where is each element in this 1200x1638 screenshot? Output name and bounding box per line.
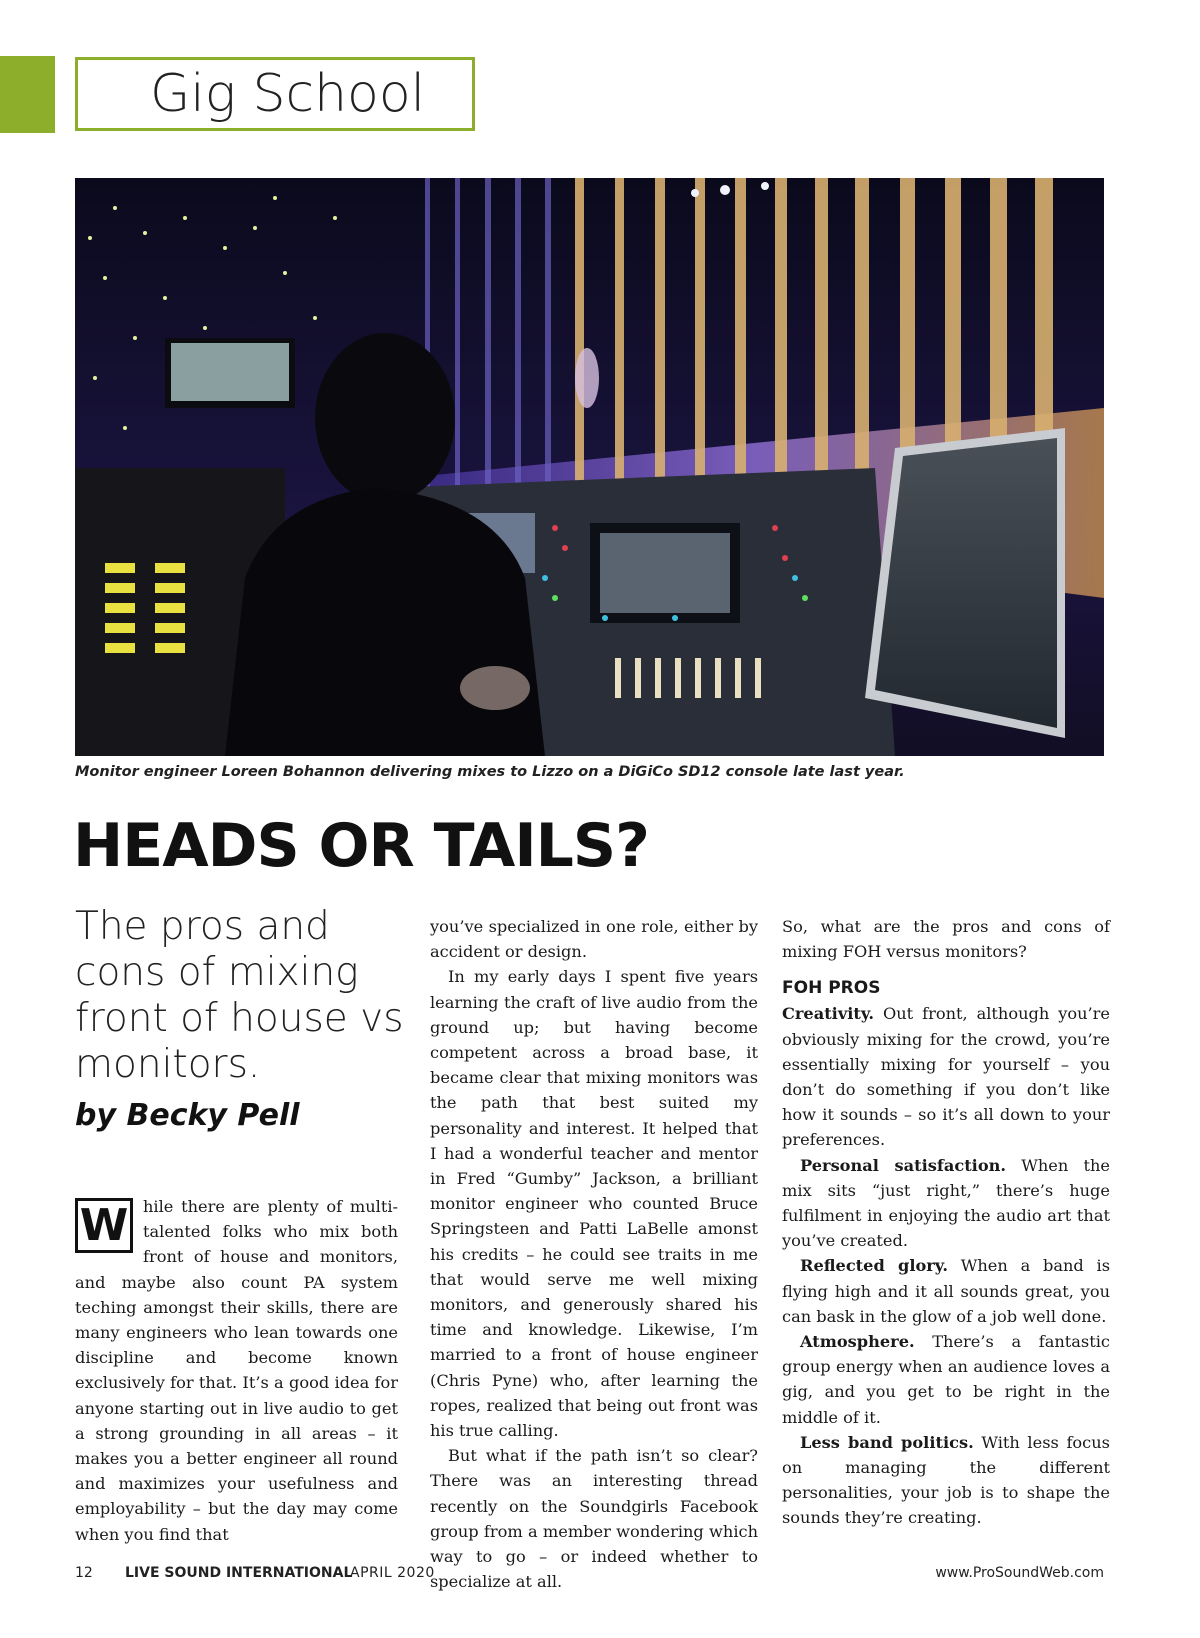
- photo-caption: Monitor engineer Loreen Bohannon delivering mixes to Lizzo on a DiGiCo SD12 console late last year.: [75, 764, 905, 780]
- page-number: 12: [75, 1565, 93, 1581]
- point-paragraph: [782, 1430, 1110, 1531]
- point-paragraph: [782, 1253, 1110, 1329]
- section-label: Gig School: [75, 57, 475, 131]
- point-paragraph: [782, 1001, 1110, 1152]
- point-lead: Reflected glory.: [800, 1256, 948, 1276]
- column-1-text: hile there are plenty of multi-talented folks who mix both front of house and monitors, and maybe also count PA system teching amongst their skills, there are many engineers who lean towards one discipline and become known exclusively for that. It’s a good idea for anyone starting out in live audio to get a strong grounding in all areas – it makes you a better engineer all round and maximizes your usefulness and employability – but the day may come when you find that: [75, 1197, 398, 1544]
- article-column-1: [75, 1194, 398, 1547]
- concert-console-photo: [75, 178, 1104, 756]
- article-deck: The pros and cons of mixing front of house vs monitors.: [75, 904, 404, 1087]
- article-column-3: [782, 914, 1110, 1531]
- magazine-name: LIVE SOUND INTERNATIONAL: [125, 1565, 353, 1581]
- paragraph: So, what are the pros and cons of mixing FOH versus monitors?: [782, 917, 1110, 962]
- point-lead: Less band politics.: [800, 1432, 974, 1452]
- article-headline: HEADS OR TAILS?: [73, 811, 649, 881]
- drop-cap: W: [75, 1198, 133, 1253]
- point-text: There’s a fantastic group energy when an audience loves a gig, and you get to be right in the middle of it.: [782, 1332, 1110, 1427]
- point-text: With less focus on managing the different personalities, your job is to shape the sounds they’re creating.: [782, 1432, 1110, 1528]
- article-byline: by Becky Pell: [75, 1098, 300, 1133]
- subhead-foh-pros: FOH PROS: [782, 978, 881, 999]
- article-photo: [75, 178, 1104, 756]
- point-paragraph: [782, 1329, 1110, 1430]
- point-text: When the mix sits “just right,” there’s huge fulfilment in enjoying the audio art that you’ve created.: [782, 1155, 1111, 1251]
- point-lead: Atmosphere.: [800, 1332, 915, 1352]
- point-paragraph: [782, 1153, 1110, 1254]
- paragraph: you’ve specialized in one role, either by accident or design.: [430, 917, 758, 962]
- paragraph: But what if the path isn’t so clear? There was an interesting thread recently on the Soundgirls Facebook group from a member wondering which way to go – or indeed whether to specialize at all.: [430, 1446, 758, 1592]
- article-column-2: [430, 914, 758, 1594]
- issue-date: APRIL 2020: [350, 1565, 435, 1581]
- point-text: When a band is flying high and it all sounds great, you can bask in the glow of a job well done.: [782, 1256, 1110, 1326]
- point-lead: Personal satisfaction.: [800, 1155, 1007, 1175]
- website-link[interactable]: www.ProSoundWeb.com: [935, 1565, 1104, 1581]
- page-footer: [75, 1565, 1104, 1589]
- paragraph: In my early days I spent five years learning the craft of live audio from the ground up; but having become competent across a broad base, it became clear that mixing monitors was the path that best suited my personality and interest. It helped that I had a wonderful teacher and mentor in Fred “Gumby” Jackson, a brilliant monitor engineer who counted Bruce Springsteen and Patti LaBelle amonst his credits – he could see traits in me that would serve me well mixing monitors, and generously shared his time and knowledge. Likewise, I’m married to a front of house engineer (Chris Pyne) who, after learning the ropes, realized that being out front was his true calling.: [430, 967, 758, 1441]
- point-text: Out front, although you’re obviously mixing for the crowd, you’re essentially mixing for yourself – you don’t do something if you don’t like how it sounds – so it’s all down to your preferences.: [782, 1004, 1110, 1150]
- point-lead: Creativity.: [782, 1004, 875, 1024]
- section-color-tab: [0, 56, 55, 133]
